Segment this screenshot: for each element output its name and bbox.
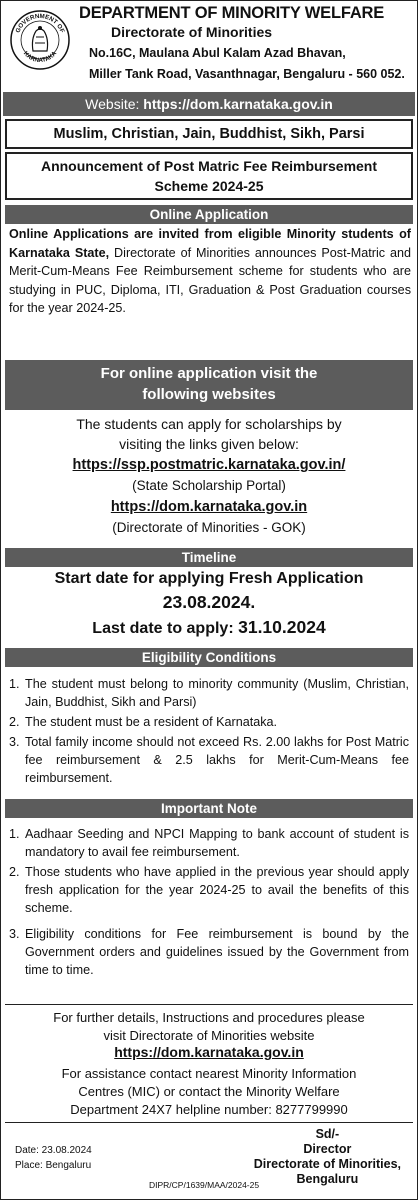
ssp-portal-link[interactable]: https://ssp.postmatric.karnataka.gov.in/ — [72, 457, 346, 473]
helpline-line: Department 24X7 helpline number: 8277799990 — [70, 1102, 348, 1117]
government-emblem-icon — [9, 9, 71, 71]
dom-website-caption: (Directorate of Minorities - GOK) — [112, 520, 306, 535]
assistance-line-1: For assistance contact nearest Minority Information — [61, 1066, 357, 1081]
dipr-reference: DIPR/CP/1639/MAA/2024-25 — [149, 1180, 260, 1190]
announcement-line-1: Announcement of Post Matric Fee Reimbursement — [40, 158, 378, 174]
online-application-heading: Online Application — [5, 205, 413, 224]
scholarship-line-1: The students can apply for scholarships by — [76, 416, 342, 432]
notice-date: Date: 23.08.2024 — [15, 1145, 92, 1156]
address-line-2: Miller Tank Road, Vasanthnagar, Bengaluru - 560 052. — [89, 67, 405, 81]
intro-bold-text: Online Applications are invited from eligible Minority students of Karnataka State, — [9, 227, 411, 260]
footer-details-line-1: For further details, Instructions and procedures please — [53, 1010, 365, 1025]
eligibility-heading: Eligibility Conditions — [5, 648, 413, 667]
announcement-box — [5, 152, 413, 200]
signatory-city: Bengaluru — [296, 1172, 359, 1186]
ssp-portal-caption: (State Scholarship Portal) — [132, 478, 286, 493]
svg-text:GOVERNMENT OF: GOVERNMENT OF — [14, 12, 66, 34]
website-link[interactable]: https://dom.karnataka.gov.in — [143, 96, 333, 112]
announcement-line-2: Scheme 2024-25 — [154, 178, 264, 194]
header — [1, 1, 417, 91]
visit-websites-heading — [5, 360, 413, 410]
visit-heading-line-2: following websites — [142, 386, 276, 403]
address-line-1: No.16C, Maulana Abul Kalam Azad Bhavan, — [89, 46, 346, 60]
intro-paragraph — [9, 225, 411, 318]
eligibility-list — [9, 675, 409, 789]
list-item: 2. Those students who have applied in the previous year should apply fresh application for the year 2024-25 to avail the benefits of this scheme. — [9, 865, 409, 915]
list-item: 3. Total family income should not exceed Rs. 2.00 lakhs for Post Matric fee reimbursement & 2.5 lakhs for Merit-Cum-Means fee reimbursement. — [9, 735, 409, 785]
visit-heading-line-1: For online application visit the — [100, 365, 318, 382]
website-label: Website: — [85, 96, 140, 112]
important-note-heading: Important Note — [5, 799, 413, 818]
list-item: 3. Eligibility conditions for Fee reimbursement is bound by the Government orders and guidelines issued by the Government from time to time. — [9, 927, 409, 977]
divider — [5, 1004, 413, 1005]
website-bar — [3, 92, 415, 116]
last-date-line — [1, 617, 417, 638]
scholarship-line-2: visiting the links given below: — [119, 436, 299, 452]
footer-details-line-2: visit Directorate of Minorities website — [103, 1028, 315, 1043]
start-date-label: Start date for applying Fresh Application — [54, 570, 364, 587]
intro-rest-text: Directorate of Minorities announces Post-Matric and Merit-Cum-Means Fee Reimbursement scheme for students who are studying in PUC, Diploma, ITI, Graduation & Post Graduation courses for the year 2024-25. — [9, 245, 411, 315]
signature-block — [254, 1127, 401, 1187]
start-date-value: 23.08.2024. — [162, 592, 256, 612]
divider — [5, 1122, 413, 1123]
signature-sd: Sd/- — [315, 1127, 340, 1141]
important-note-list — [9, 825, 409, 981]
signatory-designation: Director — [303, 1142, 352, 1156]
list-item: 1. The student must belong to minority community (Muslim, Christian, Jain, Buddhist, Sikh and Parsi) — [9, 677, 409, 709]
signatory-office: Directorate of Minorities, — [253, 1157, 401, 1171]
assistance-line-2: Centres (MIC) or contact the Minority Welfare — [78, 1084, 340, 1099]
last-date-value: 31.10.2024 — [238, 617, 326, 637]
timeline-heading: Timeline — [5, 548, 413, 567]
footer-website-link[interactable]: https://dom.karnataka.gov.in — [114, 1044, 304, 1060]
notice-place: Place: Bengaluru — [15, 1160, 92, 1171]
dom-website-link[interactable]: https://dom.karnataka.gov.in — [110, 499, 308, 515]
communities-box: Muslim, Christian, Jain, Buddhist, Sikh, Parsi — [5, 119, 413, 149]
svg-text:KARNATAKA: KARNATAKA — [21, 50, 59, 65]
last-date-label: Last date to apply: — [92, 620, 234, 637]
list-item: 2. The student must be a resident of Karnataka. — [9, 715, 278, 729]
department-title: DEPARTMENT OF MINORITY WELFARE — [79, 4, 385, 22]
directorate-name: Directorate of Minorities — [111, 24, 273, 40]
list-item: 1. Aadhaar Seeding and NPCI Mapping to bank account of student is mandatory to avail fee reimbursement. — [9, 827, 409, 859]
